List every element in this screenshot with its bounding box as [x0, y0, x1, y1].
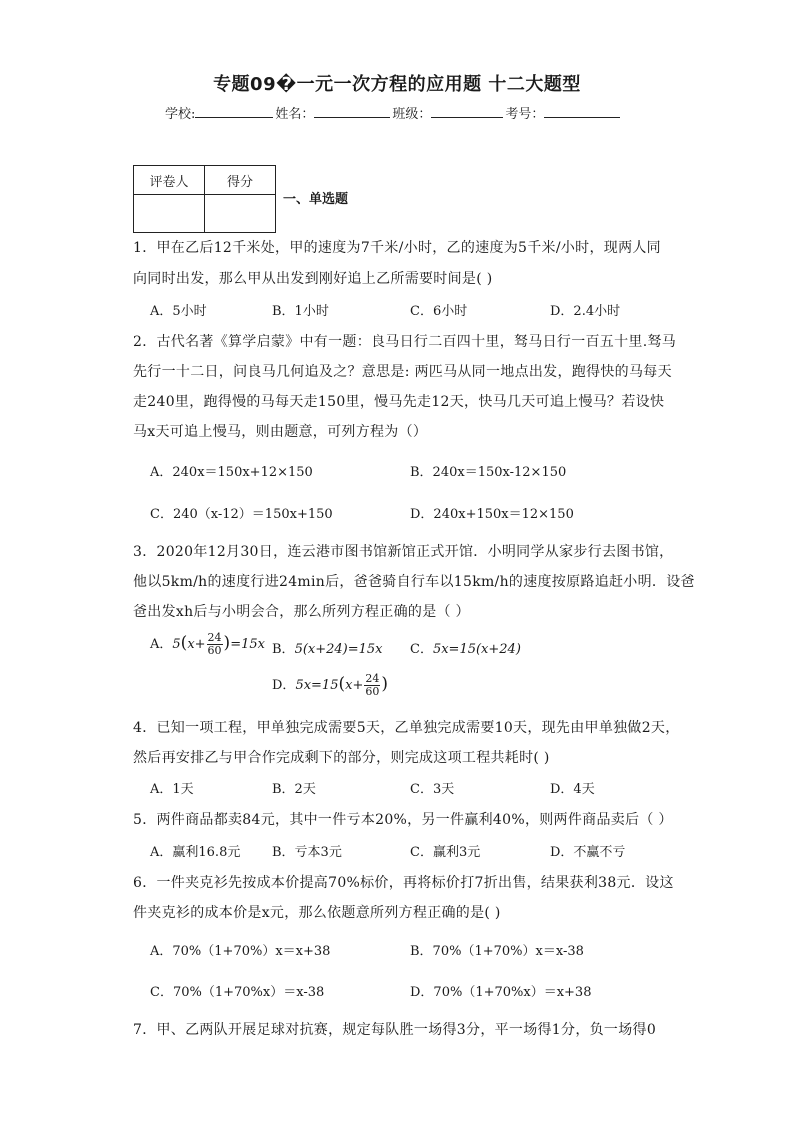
q5-option-a[interactable]: A．赢利16.8元 [150, 845, 241, 860]
q1-option-b[interactable]: B．1小时 [272, 304, 329, 319]
q2-option-d[interactable]: D．240x+150x＝12×150 [410, 507, 574, 522]
q3-option-a[interactable]: A．5(x+ $\frac{24}{60}$ )=15x [150, 631, 265, 657]
q6-option-c[interactable]: C．70%（1+70%x）＝x-38 [150, 985, 325, 1000]
q3-line-1: 3．2020年12月30日，连云港市图书馆新馆正式开馆．小明同学从家步行去图书馆， [133, 544, 674, 560]
q6-line-2: 件夹克衫的成本价是x元，那么依题意所列方程正确的是( ) [133, 905, 501, 921]
school-label: 学校: [165, 107, 196, 122]
q4-line-1: 4．已知一项工程，甲单独完成需要5天，乙单独完成需要10天，现先由甲单独做2天， [133, 720, 680, 736]
q6-option-b[interactable]: B．70%（1+70%）x＝x-38 [410, 944, 584, 959]
q3-option-d[interactable]: D．5x=15(x+ $\frac{24}{60}$ ) [272, 672, 388, 698]
q4-line-2: 然后再安排乙与甲合作完成剩下的部分，则完成这项工程共耗时( ) [133, 750, 550, 766]
section-heading: 一、单选题 [283, 192, 349, 207]
q3-option-d-label: D． [272, 678, 296, 693]
q6-option-a[interactable]: A．70%（1+70%）x＝x+38 [150, 944, 331, 959]
q5-option-d[interactable]: D．不赢不亏 [550, 845, 626, 860]
class-blank[interactable] [431, 105, 503, 118]
q2-line-2: 先行一十二日，问良马几何追及之？意思是: 两匹马从同一地点出发，跑得快的马每天 [133, 364, 672, 380]
name-blank[interactable] [314, 105, 390, 118]
q3-line-2: 他以5km/h的速度行进24min后，爸爸骑自行车以15km/h的速度按原路追赶小明．设爸 [133, 574, 695, 590]
q6-option-d[interactable]: D．70%（1+70%x）＝x+38 [410, 985, 592, 1000]
score-cell[interactable] [205, 195, 276, 233]
q2-line-3: 走240里，跑得慢的马每天走150里，慢马先走12天，快马几天可追上慢马？若设快 [133, 394, 665, 410]
q6-line-1: 6．一件夹克衫先按成本价提高70%标价，再将标价打7折出售，结果获利38元．设这 [133, 875, 674, 891]
score-table [133, 165, 276, 233]
q2-option-a[interactable]: A．240x＝150x+12×150 [150, 465, 313, 480]
class-label: 班级： [392, 107, 432, 122]
q3-line-3: 爸出发xh后与小明会合，那么所列方程正确的是（ ） [133, 604, 470, 620]
school-blank[interactable] [195, 105, 273, 118]
exam-no-label: 考号： [505, 107, 545, 122]
q4-option-a[interactable]: A．1天 [150, 782, 194, 797]
q3-option-a-label: A． [150, 637, 173, 652]
q1-option-c[interactable]: C．6小时 [410, 304, 468, 319]
q7-line-1: 7．甲、乙两队开展足球对抗赛，规定每队胜一场得3分，平一场得1分，负一场得0 [133, 1022, 657, 1038]
q3-option-c-expr: 5x=15(x+24) [432, 642, 521, 657]
q3-option-b-expr: 5(x+24)=15x [294, 642, 383, 657]
grader-header: 评卷人 [134, 166, 205, 195]
name-label: 姓名： [275, 107, 315, 122]
q3-option-b-label: B． [272, 642, 295, 657]
q4-option-c[interactable]: C．3天 [410, 782, 455, 797]
q1-line-2: 向同时出发，那么甲从出发到刚好追上乙所需要时间是( ) [133, 271, 493, 287]
q5-line-1: 5．两件商品都卖84元，其中一件亏本20%，另一件赢利40%，则两件商品卖后（ ） [133, 812, 673, 828]
q1-option-a[interactable]: A．5小时 [150, 304, 207, 319]
grader-cell[interactable] [134, 195, 205, 233]
q3-option-c[interactable] [410, 638, 521, 657]
q4-option-d[interactable]: D．4天 [550, 782, 595, 797]
q2-line-4: 马x天可追上慢马，则由题意，可列方程为（） [133, 424, 428, 440]
page-title: 专题09�一元一次方程的应用题 十二大题型 [213, 74, 581, 95]
q5-option-c[interactable]: C．赢利3元 [410, 845, 481, 860]
q4-option-b[interactable]: B．2天 [272, 782, 316, 797]
q2-option-c[interactable]: C．240（x-12）＝150x+150 [150, 507, 333, 522]
fraction: $\frac{24}{60}$ [207, 631, 222, 657]
fraction: $\frac{24}{60}$ [365, 672, 380, 698]
q2-line-1: 2．古代名著《算学启蒙》中有一题：良马日行二百四十里，驽马日行一百五十里.驽马 [133, 334, 677, 350]
score-header: 得分 [205, 166, 276, 195]
q3-option-c-label: C． [410, 642, 433, 657]
exam-no-blank[interactable] [544, 105, 620, 118]
q1-line-1: 1．甲在乙后12千米处，甲的速度为7千米/小时，乙的速度为5千米/小时，现两人同 [133, 240, 661, 256]
q2-option-b[interactable]: B．240x＝150x-12×150 [410, 465, 567, 480]
student-info-row [165, 103, 622, 122]
q1-option-d[interactable]: D．2.4小时 [550, 304, 621, 319]
q5-option-b[interactable]: B．亏本3元 [272, 845, 342, 860]
q3-option-b[interactable] [272, 638, 383, 657]
